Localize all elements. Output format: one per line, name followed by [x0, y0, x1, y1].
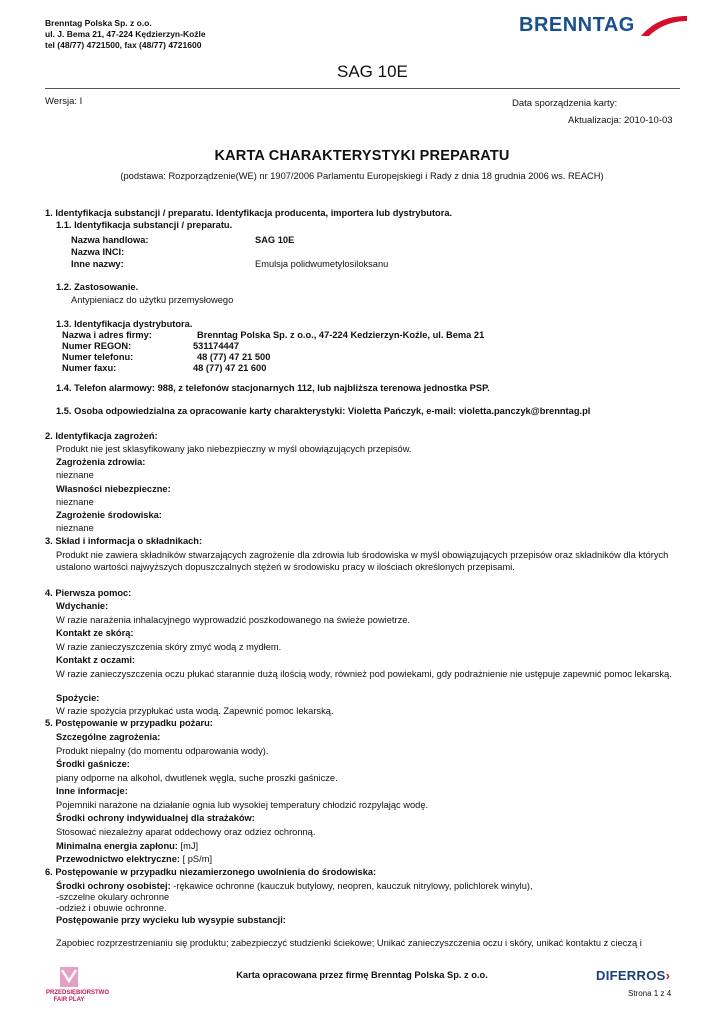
- responsible-person: 1.5. Osoba odpowiedzialna za opracowanie karty charakterystyki: Violetta Pańczyk, e-mail: violetta.panczyk@brenntag.pl: [56, 406, 591, 416]
- extinguishing-value: piany odporne na alkohol, dwutlenek węgla, suche proszki gaśnicze.: [56, 773, 338, 783]
- other-names-value: Emulsja polidwumetylosiloksanu: [255, 259, 389, 269]
- firefighter-protection-label: Środki ochrony indywidualnej dla strażaków:: [56, 813, 255, 823]
- special-hazards-value: Produkt niepalny (do momentu odparowania wody).: [56, 746, 269, 756]
- dangerous-properties-value: nieznane: [56, 497, 94, 507]
- ppe-goggles: -szczelne okulary ochronne: [56, 892, 170, 902]
- company-name: Brenntag Polska Sp. z o.o.: [45, 18, 152, 28]
- env-hazards-value: nieznane: [56, 523, 94, 533]
- inci-name-label: Nazwa INCI:: [71, 247, 125, 257]
- section-3-heading: 3. Skład i informacja o składnikach:: [45, 536, 203, 546]
- diferros-logo: [596, 968, 670, 983]
- min-ignition-energy-label: Minimalna energia zapłonu:: [56, 841, 178, 851]
- version-label: Wersja: I: [45, 96, 83, 107]
- section-1-3-heading: 1.3. Identyfikacja dystrybutora.: [56, 319, 193, 329]
- section-1-heading: 1. Identyfikacja substancji / preparatu. Identyfikacja producenta, importera lub dystrybutora.: [45, 208, 453, 218]
- composition-text: Produkt nie zawiera składników stwarzających zagrożenie dla zdrowia lub środowiska w myśl obowiązujących przepisów oraz składników dla których ustalono wartości najwyższych dopuszczalnych stężeń w środowisku pracy w ilościach określonych przepisami.: [56, 550, 669, 572]
- section-1-1-heading: 1.1. Identyfikacja substancji / preparatu.: [56, 220, 233, 230]
- other-names-label: Inne nazwy:: [71, 259, 124, 269]
- brenntag-logo: [519, 12, 689, 46]
- company-address: ul. J. Bema 21, 47-224 Kędzierzyn-Koźle: [45, 29, 206, 39]
- electrical-conductivity: [56, 854, 212, 865]
- firefighter-protection-value: Stosować niezależny aparat oddechowy oraz odziez ochronną.: [56, 827, 316, 837]
- update-date: Aktualizacja: 2010-10-03: [568, 115, 673, 126]
- fax-label: Numer faxu:: [62, 363, 117, 373]
- electrical-conductivity-value: [ pS/m]: [182, 854, 213, 864]
- diferros-chevron-icon: ›: [665, 968, 671, 983]
- company-phone-fax: tel (48/77) 4721500, fax (48/77) 4721600: [45, 40, 202, 50]
- extinguishing-label: Środki gaśnicze:: [56, 759, 130, 769]
- inhalation-label: Wdychanie:: [56, 601, 109, 611]
- ppe-clothing: -odzież i obuwie ochronne.: [56, 903, 167, 913]
- other-info-value: Pojemniki narażone na działanie ognia lub wysokiej temperatury chłodzić rozpylając wodę.: [56, 800, 429, 810]
- env-hazards-label: Zagrożenie środowiska:: [56, 510, 162, 520]
- company-address-label: Nazwa i adres firmy:: [62, 330, 152, 340]
- special-hazards-label: Szczególne zagrożenia:: [56, 732, 161, 742]
- brenntag-logo-text: BRENNTAG: [519, 14, 635, 36]
- header-divider: [45, 88, 680, 89]
- main-title: KARTA CHARAKTERYSTYKI PREPARATU: [214, 148, 510, 164]
- min-ignition-energy-value: [mJ]: [180, 841, 199, 851]
- company-address-value: Brenntag Polska Sp. z o.o., 47-224 Kedzierzyn-Koźle, ul. Bema 21: [197, 330, 485, 340]
- trade-name-value: SAG 10E: [255, 235, 295, 245]
- spill-procedure-label: Postępowanie przy wycieku lub wysypie substancji:: [56, 915, 286, 925]
- phone-value: 48 (77) 47 21 500: [197, 352, 271, 362]
- page-number: Strona 1 z 4: [628, 989, 672, 998]
- electrical-conductivity-label: Przewodnictwo elektryczne:: [56, 854, 180, 864]
- health-hazards-label: Zagrożenia zdrowia:: [56, 457, 146, 467]
- skin-contact-value: W razie zanieczyszczenia skóry zmyć wodą z mydłem.: [56, 642, 282, 652]
- eye-contact-value: W razie zanieczyszczenia oczu płukać starannie dużą ilością wody, również pod powiekami, gdy podrażnienie nie ustępuje zapewnić pomoc lekarską.: [56, 669, 672, 679]
- inhalation-value: W razie narażenia inhalacyjnego wyprowadzić poszkodowanego na świeże powietrze.: [56, 615, 410, 625]
- ppe: [56, 881, 533, 892]
- ppe-value: -rękawice ochronne (kauczuk butylowy, neopren, kauczuk nitrylowy, polichlorek winylu),: [173, 881, 533, 891]
- regon-value: 531174447: [193, 341, 240, 351]
- phone-label: Numer telefonu:: [62, 352, 134, 362]
- fax-value: 48 (77) 47 21 600: [193, 363, 267, 373]
- section-1-2-heading: 1.2. Zastosowanie.: [56, 282, 139, 292]
- trade-name-label: Nazwa handlowa:: [71, 235, 149, 245]
- ppe-label: Środki ochrony osobistej:: [56, 881, 171, 891]
- min-ignition-energy: [56, 841, 198, 852]
- diferros-logo-text: DIFERROS: [596, 968, 666, 983]
- section-6-heading: 6. Postępowanie w przypadku niezamierzonego uwolnienia do środowiska:: [45, 867, 377, 877]
- regon-label: Numer REGON:: [62, 341, 132, 351]
- fair-play-logo-text: PRZEDSIĘBIORSTWO FAIR PLAY: [46, 990, 110, 1003]
- use-value: Antypieniacz do użytku przemysłowego: [71, 295, 234, 305]
- dangerous-properties-label: Własności niebezpieczne:: [56, 484, 171, 494]
- section-4-heading: 4. Pierwsza pomoc:: [45, 588, 132, 598]
- company-info: [45, 18, 206, 51]
- creation-date-label: Data sporządzenia karty:: [512, 98, 618, 109]
- footer-prepared-by: Karta opracowana przez firmę Brenntag Polska Sp. z o.o.: [236, 970, 488, 980]
- other-info-label: Inne informacje:: [56, 786, 128, 796]
- skin-contact-label: Kontakt ze skórą:: [56, 628, 134, 638]
- eye-contact-label: Kontakt z oczami:: [56, 655, 136, 665]
- brenntag-swoosh-icon: [637, 14, 689, 40]
- health-hazards-value: nieznane: [56, 470, 94, 480]
- ingestion-label: Spożycie:: [56, 693, 100, 703]
- classification-text: Produkt nie jest sklasyfikowany jako niebezpieczny w myśl obowiązujących przepisów.: [56, 444, 412, 454]
- document-title: SAG 10E: [337, 62, 408, 81]
- legal-basis: (podstawa: Rozporządzenie(WE) nr 1907/2006 Parlamentu Europejskiegi i Rady z dnia 18 grudnia 2006 ws. REACH): [120, 171, 604, 181]
- spill-procedure-value: Zapobiec rozprzestrzenianiu się produktu; zabezpieczyć studzienki ściekowe; Unikać zanieczyszczenia oczu i skóry, unikać kontaktu z cieczą i: [56, 938, 642, 948]
- ingestion-value: W razie spożycia przypłukać usta wodą. Zapewnić pomoc lekarską.: [56, 706, 334, 716]
- section-5-heading: 5. Postępowanie w przypadku pożaru:: [45, 718, 213, 728]
- section-2-heading: 2. Identyfikacja zagrożeń:: [45, 431, 158, 441]
- emergency-phone: 1.4. Telefon alarmowy: 988, z telefonów stacjonarnych 112, lub najbliższa terenowa jednostka PSP.: [56, 383, 490, 393]
